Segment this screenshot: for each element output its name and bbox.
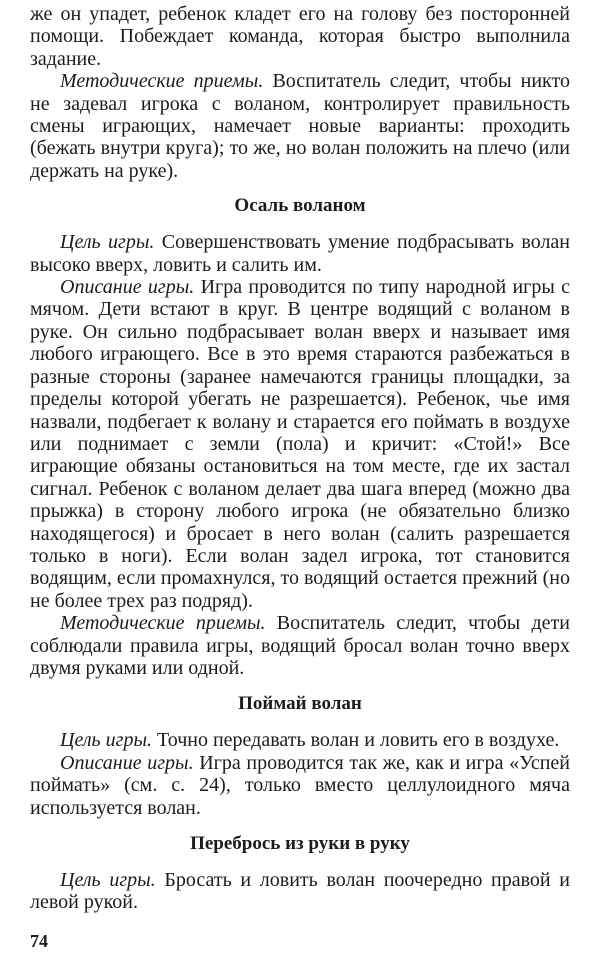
section-heading-osal-volanom: Осаль воланом — [234, 195, 366, 217]
page-number: 74 — [30, 931, 48, 951]
methods-text: Воспитатель следит, чтобы никто не задевал игрока с воланом, контролирует правильность смены играющих, намечает новые варианты: проходить (бежать внутри круга); то же, но волан положить на плечо (или держать на руке). — [30, 70, 570, 182]
methods-label: Методические приемы. — [60, 70, 264, 93]
goal-paragraph-1 — [30, 231, 570, 276]
book-page — [30, 3, 570, 914]
description-text: Игра проводится по типу народной игры с мячом. Дети встают в круг. В центре водящий с воланом в руке. Он сильно подбрасывает волан вверх и называет имя любого играющего. Все в это время стараются разбежаться в разные стороны (заранее намечаются границы площадки, за пределы которой убегать не разрешается). Ребенок, чье имя назвали, подбегает к волану и старается его поймать в воздухе или поднимает с земли (пола) и кричит: «Стой!» Все играющие обязаны остановиться на том месте, где их застал сигнал. Ребенок с воланом делает два шага вперед (можно два прыжка) в сторону любого игрока (не обязательно близко находящегося) и бросает в него волан (салить разрешается только в ноги). Если волан задел игрока, тот становится водящим, если промахнулся, то водящий остается прежний (но не более трех раз подряд). — [30, 276, 570, 612]
goal-label: Цель игры. — [60, 869, 156, 891]
section-heading-poimai-volan: Поймай волан — [238, 693, 362, 715]
goal-label: Цель игры. — [60, 729, 152, 752]
section-heading-perebros: Перебрось из руки в руку — [190, 833, 410, 854]
continuation-paragraph: же он упадет, ребенок кладет его на голову без посторонней помощи. Побеждает команда, которая быстро выполнила задание. — [30, 3, 570, 70]
goal-text: Бросать и ловить волан поочередно правой и левой рукой. — [30, 869, 570, 914]
description-label: Описание игры. — [60, 751, 194, 774]
description-label: Описание игры. — [60, 276, 195, 299]
description-text: Игра проводится так же, как и игра «Успей поймать» (см. с. 24), только вместо целлулоидного мяча используется волан. — [30, 751, 570, 819]
goal-paragraph-2 — [30, 729, 570, 751]
goal-label: Цель игры. — [60, 231, 155, 254]
methods-paragraph-1 — [30, 70, 570, 182]
methods-text: Воспитатель следит, чтобы дети соблюдали правила игры, водящий бросал волан точно вверх двумя руками или одной. — [30, 612, 570, 679]
goal-text: Совершенствовать умение подбрасывать волан высоко вверх, ловить и салить им. — [30, 231, 571, 276]
goal-text: Точно передавать волан и ловить его в воздухе. — [152, 729, 560, 752]
methods-paragraph-2 — [30, 612, 570, 679]
description-paragraph-2 — [30, 752, 570, 819]
goal-paragraph-3 — [30, 869, 570, 914]
methods-label: Методические приемы. — [60, 612, 266, 635]
description-paragraph-1 — [30, 276, 570, 612]
